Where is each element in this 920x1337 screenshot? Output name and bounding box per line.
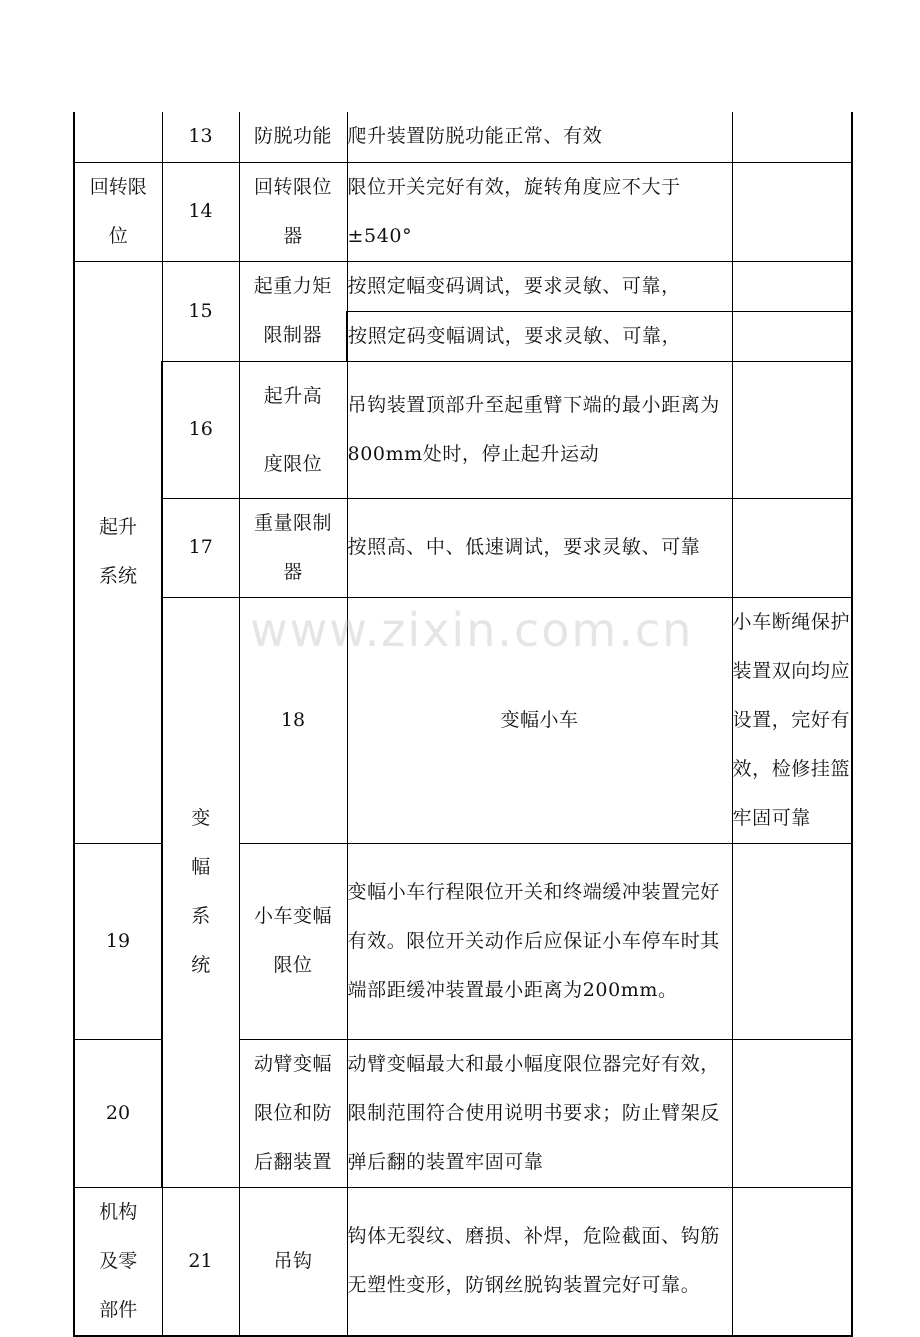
table-row: [74, 498, 852, 597]
item-number: 20: [74, 1039, 162, 1187]
category-cell: 起升系统: [74, 261, 162, 843]
item-name: 动臂变幅限位和防后翻装置: [239, 1039, 347, 1187]
result-cell: [732, 311, 852, 361]
result-cell: [732, 261, 852, 311]
item-number: 19: [74, 843, 162, 1039]
requirement-text: 吊钩装置顶部升至起重臂下端的最小距离为800mm处时，停止起升运动: [347, 361, 732, 498]
item-number: 14: [162, 162, 239, 261]
requirement-text: 按照定码变幅调试，要求灵敏、可靠，: [347, 311, 732, 361]
table-row: [74, 1187, 852, 1336]
item-name: 起升高度限位: [239, 361, 347, 498]
item-number: 17: [162, 498, 239, 597]
item-number: 16: [162, 361, 239, 498]
result-cell: [732, 1187, 852, 1336]
table-row: [74, 597, 852, 843]
item-name: 变幅小车: [347, 597, 732, 843]
item-number: 18: [239, 597, 347, 843]
result-cell: [732, 361, 852, 498]
result-cell: [732, 498, 852, 597]
item-name: 回转限位器: [239, 162, 347, 261]
item-name: 防脱功能: [239, 112, 347, 162]
watermark: www.zixin.com.cn: [250, 603, 694, 657]
item-number: 15: [162, 261, 239, 361]
category-cell: [74, 112, 162, 162]
result-cell: [732, 843, 852, 1039]
category-cell: 变幅系统: [162, 597, 239, 1187]
item-name: 吊钩: [239, 1187, 347, 1336]
result-cell: [732, 1039, 852, 1187]
requirement-text: 小车断绳保护装置双向均应设置，完好有效，检修挂篮牢固可靠: [732, 597, 852, 843]
inspection-table: [73, 112, 853, 1337]
requirement-text: 钩体无裂纹、磨损、补焊，危险截面、钩筋无塑性变形，防钢丝脱钩装置完好可靠。: [347, 1187, 732, 1336]
table-row: [74, 162, 852, 261]
table-row: [74, 112, 852, 162]
requirement-text: 按照高、中、低速调试，要求灵敏、可靠: [347, 498, 732, 597]
item-name: 重量限制器: [239, 498, 347, 597]
item-name: 小车变幅限位: [239, 843, 347, 1039]
requirement-text: 动臂变幅最大和最小幅度限位器完好有效，限制范围符合使用说明书要求；防止臂架反弹后翻的装置牢固可靠: [347, 1039, 732, 1187]
item-number: 21: [162, 1187, 239, 1336]
table-row: [74, 261, 852, 311]
item-name: 起重力矩限制器: [239, 261, 347, 361]
table-row: [74, 361, 852, 498]
item-number: 13: [162, 112, 239, 162]
result-cell: [732, 112, 852, 162]
requirement-text: 限位开关完好有效，旋转角度应不大于±540°: [347, 162, 732, 261]
result-cell: [732, 162, 852, 261]
requirement-text: 爬升装置防脱功能正常、有效: [347, 112, 732, 162]
category-cell: 回转限位: [74, 162, 162, 261]
category-cell: 机构及零部件: [74, 1187, 162, 1336]
requirement-text: 变幅小车行程限位开关和终端缓冲装置完好有效。限位开关动作后应保证小车停车时其端部距缓冲装置最小距离为200mm。: [347, 843, 732, 1039]
requirement-text: 按照定幅变码调试，要求灵敏、可靠，: [347, 261, 732, 311]
